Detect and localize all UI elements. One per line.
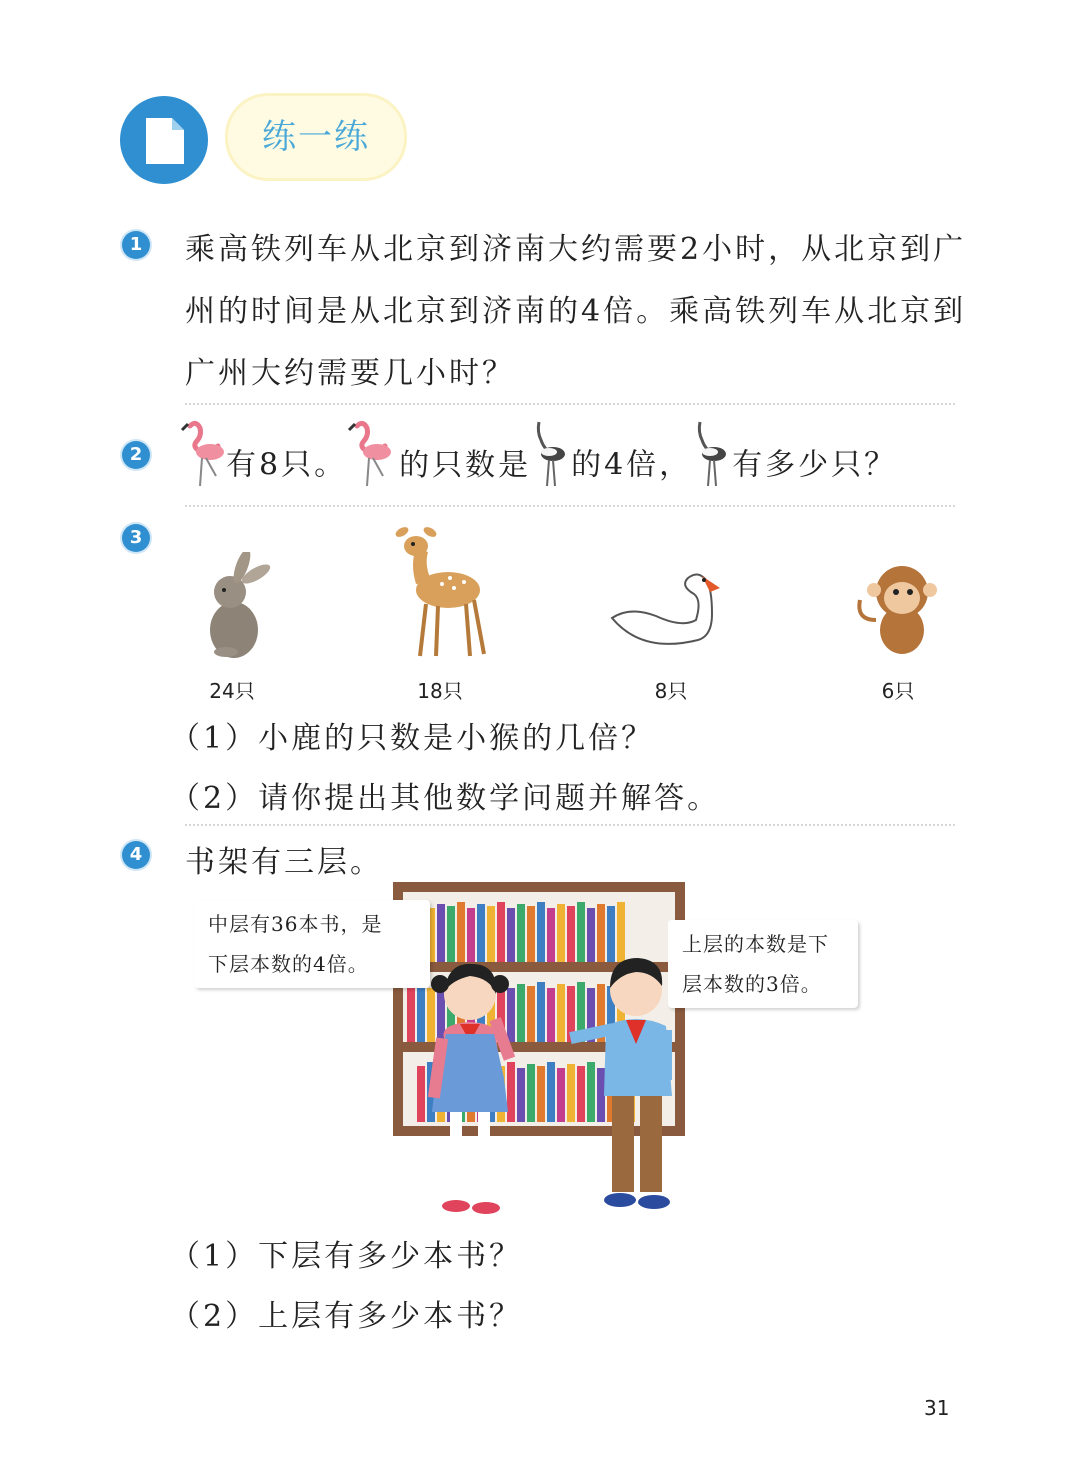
question-4-badge: 4: [122, 841, 150, 869]
bubble-boy-line-1: 上层的本数是下: [682, 932, 829, 956]
crane-icon: [531, 418, 571, 515]
swan-icon: [606, 568, 736, 662]
flamingo-icon: [347, 418, 393, 515]
page-number: 31: [924, 1396, 950, 1420]
speech-bubble-boy: [668, 920, 858, 1008]
q4-intro: 书架有三层。: [185, 845, 383, 880]
q3-sub-question-2: （2）请你提出其他数学问题并解答。: [170, 781, 721, 816]
divider: [185, 403, 955, 405]
deer-icon: [386, 522, 496, 666]
divider: [185, 505, 955, 507]
question-1-badge: 1: [122, 231, 150, 259]
bubble-boy-line-2: 层本数的3倍。: [682, 972, 822, 996]
flamingo-icon: [180, 418, 226, 515]
rabbit-icon: [190, 552, 280, 666]
bubble-girl-line-1: 中层有36本书，是: [208, 912, 383, 936]
question-3-badge: 3: [122, 524, 150, 552]
section-title-box: [228, 96, 404, 178]
q4-sub-question-1: （1）下层有多少本书？: [170, 1239, 523, 1274]
bubble-girl-line-2: 下层本数的4倍。: [208, 952, 369, 976]
q4-sub-question-2: （2）上层有多少本书？: [170, 1299, 523, 1334]
q2-part-2: 的只数是: [399, 447, 532, 483]
q2-part-4: 有多少只？: [732, 447, 898, 483]
q1-line-1: 乘高铁列车从北京到济南大约需要2小时，从北京到广: [185, 232, 967, 267]
monkey-count: 6只: [881, 679, 915, 703]
q3-sub-question-1: （1）小鹿的只数是小猴的几倍？: [170, 721, 655, 756]
crane-icon: [692, 418, 732, 515]
girl-illustration: [410, 958, 530, 1227]
divider: [185, 824, 955, 826]
q1-line-2: 州的时间是从北京到济南的4倍。乘高铁列车从北京到: [185, 294, 967, 329]
header-doc-icon: [120, 96, 208, 184]
speech-bubble-girl: [194, 900, 430, 988]
q1-line-3: 广州大约需要几小时？: [185, 356, 515, 391]
swan-count: 8只: [654, 679, 688, 703]
q2-sentence: [180, 418, 897, 490]
monkey-icon: [856, 560, 946, 664]
question-2-badge: 2: [122, 441, 150, 469]
rabbit-count: 24只: [209, 679, 255, 703]
deer-count: 18只: [417, 679, 463, 703]
q2-part-3: 的4倍，: [571, 447, 693, 483]
q2-part-1: 有8只。: [226, 447, 348, 483]
section-title: 练一练: [262, 117, 370, 157]
